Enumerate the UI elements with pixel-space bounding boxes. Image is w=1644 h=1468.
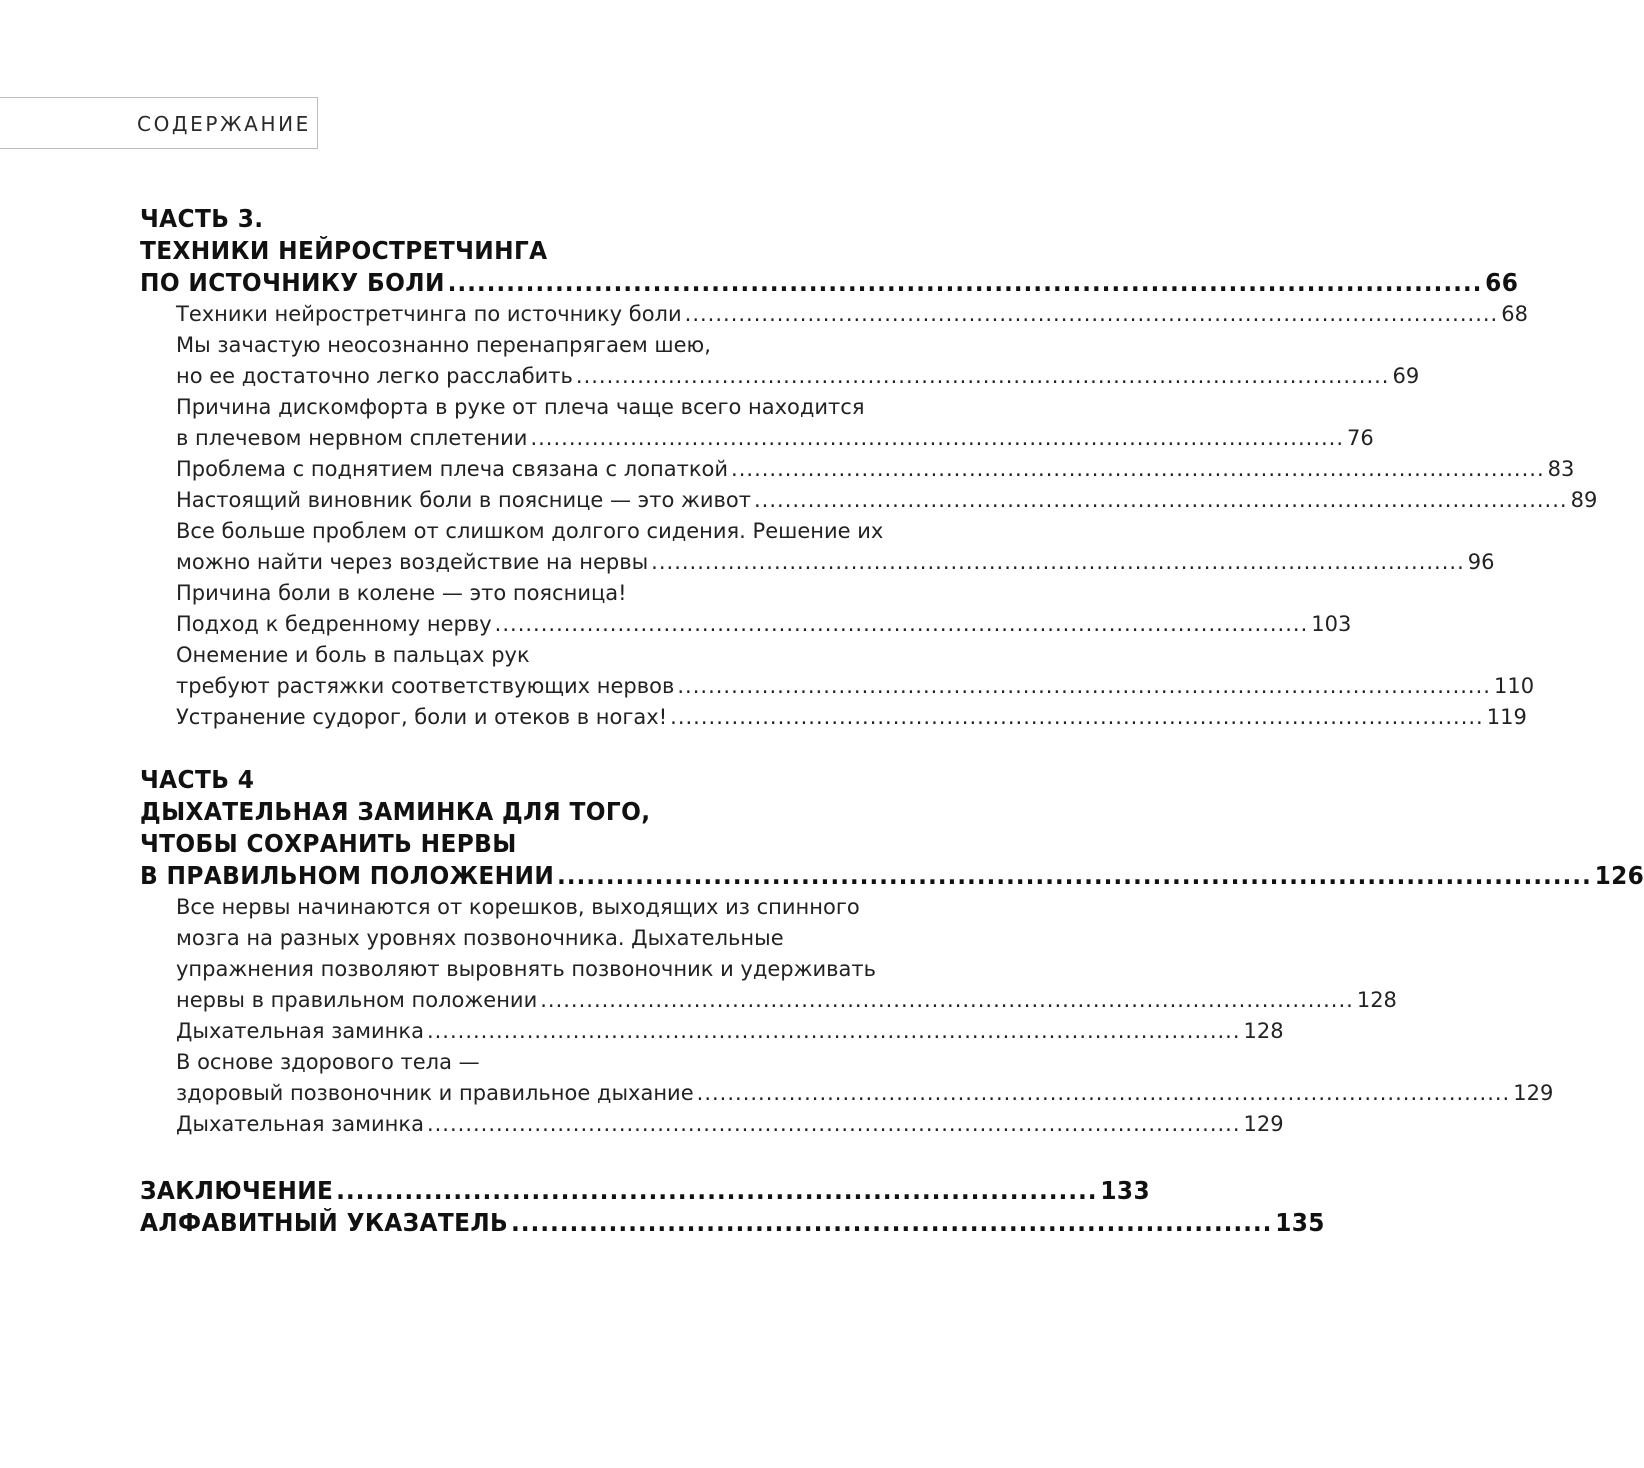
toc-entry-title: Проблема с поднятием плеча связана с лопаткой <box>176 457 729 481</box>
section-heading-page: 66 <box>1485 268 1519 297</box>
leader-dots: .......................................................................................................... <box>426 1019 1241 1043</box>
toc-entry[interactable] <box>176 702 1527 733</box>
leader-dots: .............................................................................. <box>510 1208 1273 1237</box>
toc-entry-page: 119 <box>1486 705 1527 729</box>
section-heading-line: ДЫХАТЕЛЬНАЯ ЗАМИНКА ДЛЯ ТОГО, <box>140 797 651 826</box>
toc-entry[interactable] <box>176 1016 1284 1047</box>
toc-entry-last-line <box>176 423 1374 454</box>
toc-entry[interactable] <box>176 392 1374 454</box>
leader-dots: .......................................................................................................... <box>575 364 1390 388</box>
toc-entry-page: 133 <box>1100 1176 1151 1205</box>
toc-entry-page: 135 <box>1275 1208 1325 1237</box>
toc-entry-line: Онемение и боль в пальцах рук <box>176 643 530 667</box>
leader-dots: .......................................................................................................... <box>677 674 1491 698</box>
toc-entry-page: 89 <box>1570 488 1598 512</box>
toc-entry-title: Подход к бедренному нерву <box>176 612 492 636</box>
leader-dots: .......................................................................................................... <box>670 705 1484 729</box>
section-heading-line: ЧАСТЬ 3. <box>140 204 264 233</box>
leader-dots: .......................................................................................................... <box>731 457 1545 481</box>
toc-entry-page: 68 <box>1501 302 1528 326</box>
toc-entry-last-line <box>176 454 1575 485</box>
toc-entry-page: 129 <box>1243 1112 1284 1136</box>
leader-dots: .......................................................................................................... <box>530 426 1345 450</box>
section-heading-title: ПО ИСТОЧНИКУ БОЛИ <box>140 268 445 297</box>
toc-entry-last-line <box>176 609 1352 640</box>
section-heading-entry[interactable] <box>140 860 1644 892</box>
toc-entry[interactable] <box>176 640 1535 702</box>
toc-entry-title: ЗАКЛЮЧЕНИЕ <box>140 1176 334 1205</box>
toc-entry[interactable] <box>176 578 1352 640</box>
section-heading-page: 126 <box>1594 861 1644 890</box>
toc-entries <box>176 892 1554 1140</box>
toc-entry-page: 96 <box>1467 550 1495 574</box>
toc-entry-index[interactable] <box>140 1207 1325 1239</box>
toc-entry-title: Дыхательная заминка <box>176 1019 424 1043</box>
toc-entry-last-line <box>176 1109 1284 1140</box>
leader-dots: .......................................................................................................... <box>754 488 1568 512</box>
section-heading-line: ЧТОБЫ СОХРАНИТЬ НЕРВЫ <box>140 829 517 858</box>
toc-entries <box>176 299 1598 733</box>
toc-entry-page: 76 <box>1347 426 1374 450</box>
toc-entry-last-line <box>176 485 1598 516</box>
toc-entry-last-line <box>176 985 1397 1016</box>
toc-entry-title: Устранение судорог, боли и отеков в ногах! <box>176 705 668 729</box>
toc-entry-last-line <box>176 671 1535 702</box>
leader-dots: .......................................................................................................... <box>696 1081 1511 1105</box>
toc-entry[interactable] <box>176 1109 1284 1140</box>
leader-dots: .......................................................................................................... <box>426 1112 1241 1136</box>
toc-entry-last-line <box>176 1078 1554 1109</box>
toc-entry[interactable] <box>176 330 1420 392</box>
toc-section-part4 <box>140 764 1644 1140</box>
page-title: СОДЕРЖАНИЕ <box>137 112 311 136</box>
toc-entry-page: 110 <box>1493 674 1535 698</box>
leader-dots: .............................................................................. <box>336 1176 1098 1205</box>
section-heading-entry[interactable] <box>140 267 1519 299</box>
section-heading-line: ТЕХНИКИ НЕЙРОСТРЕТЧИНГА <box>140 236 548 265</box>
toc-entry-page: 69 <box>1392 364 1420 388</box>
toc-entry-last-line <box>176 361 1420 392</box>
leader-dots: .......................................................................................................... <box>556 861 1592 890</box>
toc-entry-last-line <box>176 1016 1284 1047</box>
toc-entry-line: Мы зачастую неосознанно перенапрягаем шею, <box>176 333 711 357</box>
toc-entry-title: Техники нейростретчинга по источнику боли <box>176 302 682 326</box>
toc-entry-title: АЛФАВИТНЫЙ УКАЗАТЕЛЬ <box>140 1208 509 1237</box>
toc-entry[interactable] <box>176 485 1598 516</box>
toc-entry-last-line <box>176 299 1528 330</box>
toc-entry-line: В основе здорового тела — <box>176 1050 480 1074</box>
toc-entry-title: здоровый позвоночник и правильное дыхание <box>176 1081 694 1105</box>
toc-entry-page: 128 <box>1356 988 1397 1012</box>
leader-dots: .......................................................................................................... <box>684 302 1499 326</box>
toc-entry-title: нервы в правильном положении <box>176 988 538 1012</box>
toc-entry-title: можно найти через воздействие на нервы <box>176 550 649 574</box>
leader-dots: .......................................................................................................... <box>447 268 1483 297</box>
toc-entry[interactable] <box>176 454 1575 485</box>
leader-dots: .......................................................................................................... <box>494 612 1309 636</box>
table-of-contents <box>140 203 1644 1239</box>
toc-entry-line: Причина боли в колене — это поясница! <box>176 581 627 605</box>
section-heading-title: В ПРАВИЛЬНОМ ПОЛОЖЕНИИ <box>140 861 555 890</box>
toc-entry-line: мозга на разных уровнях позвоночника. Дыхательные <box>176 926 784 950</box>
toc-entry-last-line <box>176 547 1495 578</box>
toc-entry-last-line <box>176 702 1527 733</box>
toc-section-part3 <box>140 203 1598 733</box>
leader-dots: .......................................................................................................... <box>651 550 1465 574</box>
toc-entry-title: в плечевом нервном сплетении <box>176 426 528 450</box>
toc-entry-page: 128 <box>1243 1019 1284 1043</box>
toc-entry-title: но ее достаточно легко расслабить <box>176 364 573 388</box>
section-heading-line: ЧАСТЬ 4 <box>140 765 255 794</box>
leader-dots: .......................................................................................................... <box>540 988 1354 1012</box>
toc-entry-line: Все нервы начинаются от корешков, выходящих из спинного <box>176 895 860 919</box>
toc-entry-line: Причина дискомфорта в руке от плеча чаще всего находится <box>176 395 865 419</box>
toc-entry-page: 83 <box>1547 457 1575 481</box>
toc-entry-title: Дыхательная заминка <box>176 1112 424 1136</box>
toc-entry-line: упражнения позволяют выровнять позвоночник и удерживать <box>176 957 877 981</box>
toc-entry[interactable] <box>176 1047 1554 1109</box>
toc-entry-title: Настоящий виновник боли в пояснице — это живот <box>176 488 751 512</box>
toc-entry-page: 129 <box>1513 1081 1554 1105</box>
toc-entry[interactable] <box>176 892 1397 1016</box>
toc-entry-line: Все больше проблем от слишком долгого сидения. Решение их <box>176 519 884 543</box>
section-heading <box>140 267 1519 299</box>
toc-entry-conclusion[interactable] <box>140 1175 1151 1207</box>
toc-entry-page: 103 <box>1311 612 1352 636</box>
toc-entry-title: требуют растяжки соответствующих нервов <box>176 674 675 698</box>
section-heading <box>140 860 1644 892</box>
toc-entry[interactable] <box>176 299 1528 330</box>
toc-entry[interactable] <box>176 516 1495 578</box>
